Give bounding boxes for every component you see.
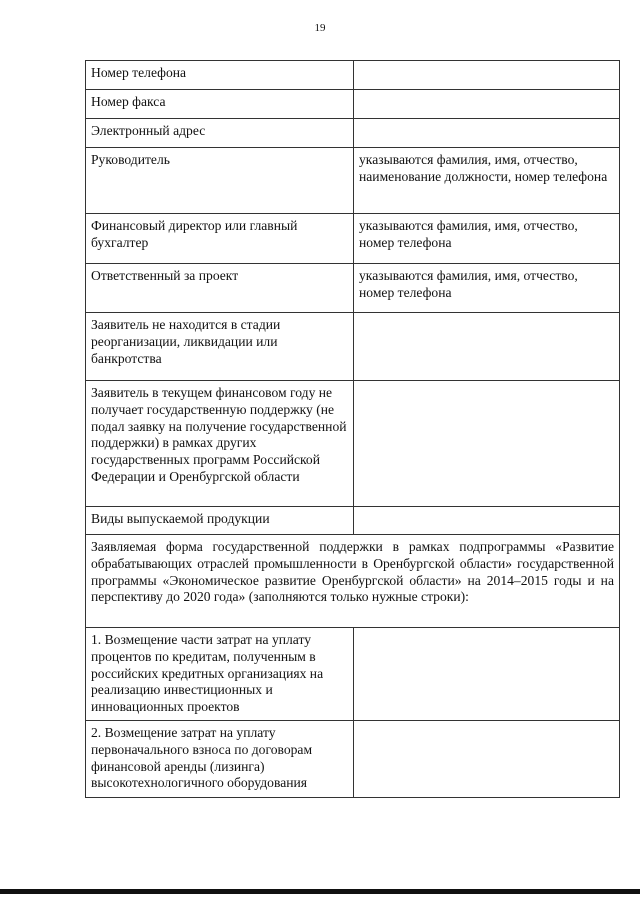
support-item-label-2: 2. Возмещение затрат на уплату первоначального взноса по договорам финансовой аренды (лизинга) высокотехнологичного оборудования <box>86 720 354 797</box>
table-row <box>86 628 620 721</box>
support-item-label-1: 1. Возмещение части затрат на уплату процентов по кредитам, полученным в российских кредитных организациях на реализацию инвестиционных и инновационных проектов <box>86 628 354 721</box>
field-value-product-types[interactable] <box>354 507 620 535</box>
field-label-project-manager: Ответственный за проект <box>86 264 354 313</box>
page-number: 19 <box>314 22 326 34</box>
field-value-no-reorganization[interactable] <box>354 313 620 381</box>
table-row <box>86 214 620 264</box>
field-label-no-reorganization: Заявитель не находится в стадии реорганизации, ликвидации или банкротства <box>86 313 354 381</box>
field-label-phone: Номер телефона <box>86 61 354 90</box>
table-row <box>86 535 620 628</box>
table-row <box>86 313 620 381</box>
page-bottom-bar <box>0 889 640 894</box>
table-row <box>86 148 620 214</box>
support-item-value-1[interactable] <box>354 628 620 721</box>
field-value-email[interactable] <box>354 119 620 148</box>
field-label-product-types: Виды выпускаемой продукции <box>86 507 354 535</box>
field-value-project-manager[interactable]: указываются фамилия, имя, отчество, номер телефона <box>354 264 620 313</box>
field-value-phone[interactable] <box>354 61 620 90</box>
field-label-email: Электронный адрес <box>86 119 354 148</box>
field-label-fax: Номер факса <box>86 90 354 119</box>
field-label-director: Руководитель <box>86 148 354 214</box>
table-row <box>86 119 620 148</box>
table-row <box>86 61 620 90</box>
field-value-fax[interactable] <box>354 90 620 119</box>
table-row <box>86 381 620 507</box>
field-value-director[interactable]: указываются фамилия, имя, отчество, наименование должности, номер телефона <box>354 148 620 214</box>
table-row <box>86 507 620 535</box>
field-value-finance-director[interactable]: указываются фамилия, имя, отчество, номер телефона <box>354 214 620 264</box>
field-label-no-other-support: Заявитель в текущем финансовом году не получает государственную поддержку (не подал заявку на получение государственной поддержки) в рамках других государственных программ Российской Федерации и Оренбургской области <box>86 381 354 507</box>
table-row <box>86 264 620 313</box>
application-form-table <box>85 60 620 798</box>
field-label-finance-director: Финансовый директор или главный бухгалтер <box>86 214 354 264</box>
table-row <box>86 90 620 119</box>
field-value-no-other-support[interactable] <box>354 381 620 507</box>
support-form-heading: Заявляемая форма государственной поддержки в рамках подпрограммы «Развитие обрабатывающих отраслей промышленности в Оренбургской области» государственной программы «Экономическое развитие Оренбургской области» на 2014–2015 годы и на перспективу до 2020 года» (заполняются только нужные строки): <box>86 535 620 628</box>
support-item-value-2[interactable] <box>354 720 620 797</box>
table-row <box>86 720 620 797</box>
